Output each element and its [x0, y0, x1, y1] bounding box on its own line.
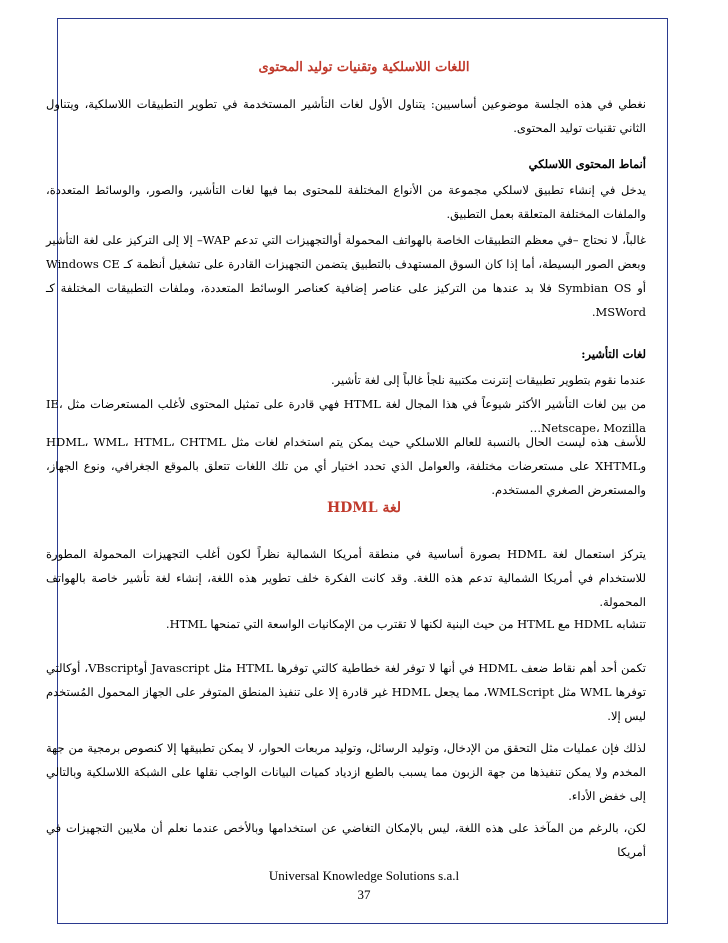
- paragraph-content-types: يدخل في إنشاء تطبيق لاسلكي مجموعة من الأنواع المختلفة للمحتوى بما فيها لغات التأشير، والصور، والوسائط المتعددة، والملفات المختلفة المتعلقة بعمل التطبيق.: [46, 183, 646, 221]
- paragraph-wireless-languages: للأسف هذه ليست الحال بالنسبة للعالم اللاسلكي حيث يمكن يتم استخدام لغات مثل HDML، WML، HTML، CHTML وXHTML على مستعرضات مختلفة، والعوامل الذي تحدد اختيار أي من تلك اللغات تتعلق بالموقع الجغرافي، ونوع الجهاز، والمستعرض الصغري المستخدم.: [46, 435, 647, 497]
- paragraph-hdml-html-similarity: تتشابه HDML مع HTML من حيث البنية لكنها لا تقترب من الإمكانيات الواسعة التي تمنحها HTML.: [165, 617, 646, 631]
- section-heading-hdml: لغة HDML: [326, 500, 402, 516]
- paragraph-hdml-server-side: لذلك فإن عمليات مثل التحقق من الإدخال، وتوليد الرسائل، وتوليد مربعات الحوار، لا يمكن تطبيقها إلا كنصوص برمجية من جهة المخدم ولا يمكن تنفيذها من جهة الزبون مما يسبب بالطبع ازدياد كميات البيانات الواجب نقلها على الشبكة اللاسلكية وبالتالي إلى خفض الأداء.: [46, 741, 646, 803]
- paragraph-markup-intro: عندما نقوم بتطوير تطبيقات إنترنت مكتبية نلجأ غالباً إلى لغة تأشير.: [330, 373, 646, 387]
- section-heading-markup-languages: لغات التأشير:: [581, 347, 646, 361]
- paragraph-wap-markup: غالباً، لا نحتاج –في معظم التطبيقات الخاصة بالهواتف المحمولة أوالتجهيزات التي تدعم WAP– إلا إلى التركيز على لغة التأشير وبعض الصور البسيطة، أما إذا كان السوق المستهدف بالتطبيق يتضمن التجهيزات القادرة على تشغيل أنظمة كـ Windows CE أو Symbian OS فلا بد عندها من التركيز على عناصر إضافية كعناصر الوسائط المتعددة، وملفات التطبيقات المختلفة كـ MSWord.: [46, 233, 646, 319]
- footer-company: Universal Knowledge Solutions s.a.l: [268, 868, 460, 883]
- footer-page-number: 37: [357, 887, 371, 902]
- page-title: اللغات اللاسلكية وتقنيات توليد المحتوى: [258, 60, 470, 75]
- paragraph-hdml-conclusion: لكن، بالرغم من المآخذ على هذه اللغة، ليس بالإمكان التغاضي عن استخدامها وبالأخص عندما نعلم أن ملايين التجهيزات في أمريكا: [46, 821, 646, 859]
- intro-paragraph: نغطي في هذه الجلسة موضوعين أساسيين: يتناول الأول لغات التأشير المستخدمة في تطوير التطبيقات اللاسلكية، ويتناول الثاني تقنيات توليد المحتوى.: [46, 97, 646, 135]
- paragraph-hdml-usage: يتركز استعمال لغة HDML بصورة أساسية في منطقة أمريكا الشمالية نظراً لكون أغلب التجهيزات المحمولة المطورة للاستخدام في أمريكا الشمالية تدعم هذه اللغة. وقد كانت الفكرة خلف تطوير هذه اللغة، إنشاء لغة تأشير خاصة بالهواتف المحمولة.: [46, 547, 646, 609]
- paragraph-html-browsers: من بين لغات التأشير الأكثر شيوعاً في هذا المجال لغة HTML فهي قادرة على تمثيل المحتوى لأغلب المستعرضات مثل IE، Netscape، Mozilla…: [46, 397, 646, 435]
- section-heading-content-types: أنماط المحتوى اللاسلكي: [528, 157, 646, 171]
- paragraph-hdml-weakness: تكمن أحد أهم نقاط ضعف HDML في أنها لا توفر لغة خطاطية كالتي توفرها HTML مثل Javascript أوVBscript، أوكالتي توفرها WML مثل WMLScript، مما يجعل HDML غير قادرة إلا على تنفيذ المنطق المتوفر على الجهاز المحمول المُستخدم ليس إلا.: [46, 661, 646, 723]
